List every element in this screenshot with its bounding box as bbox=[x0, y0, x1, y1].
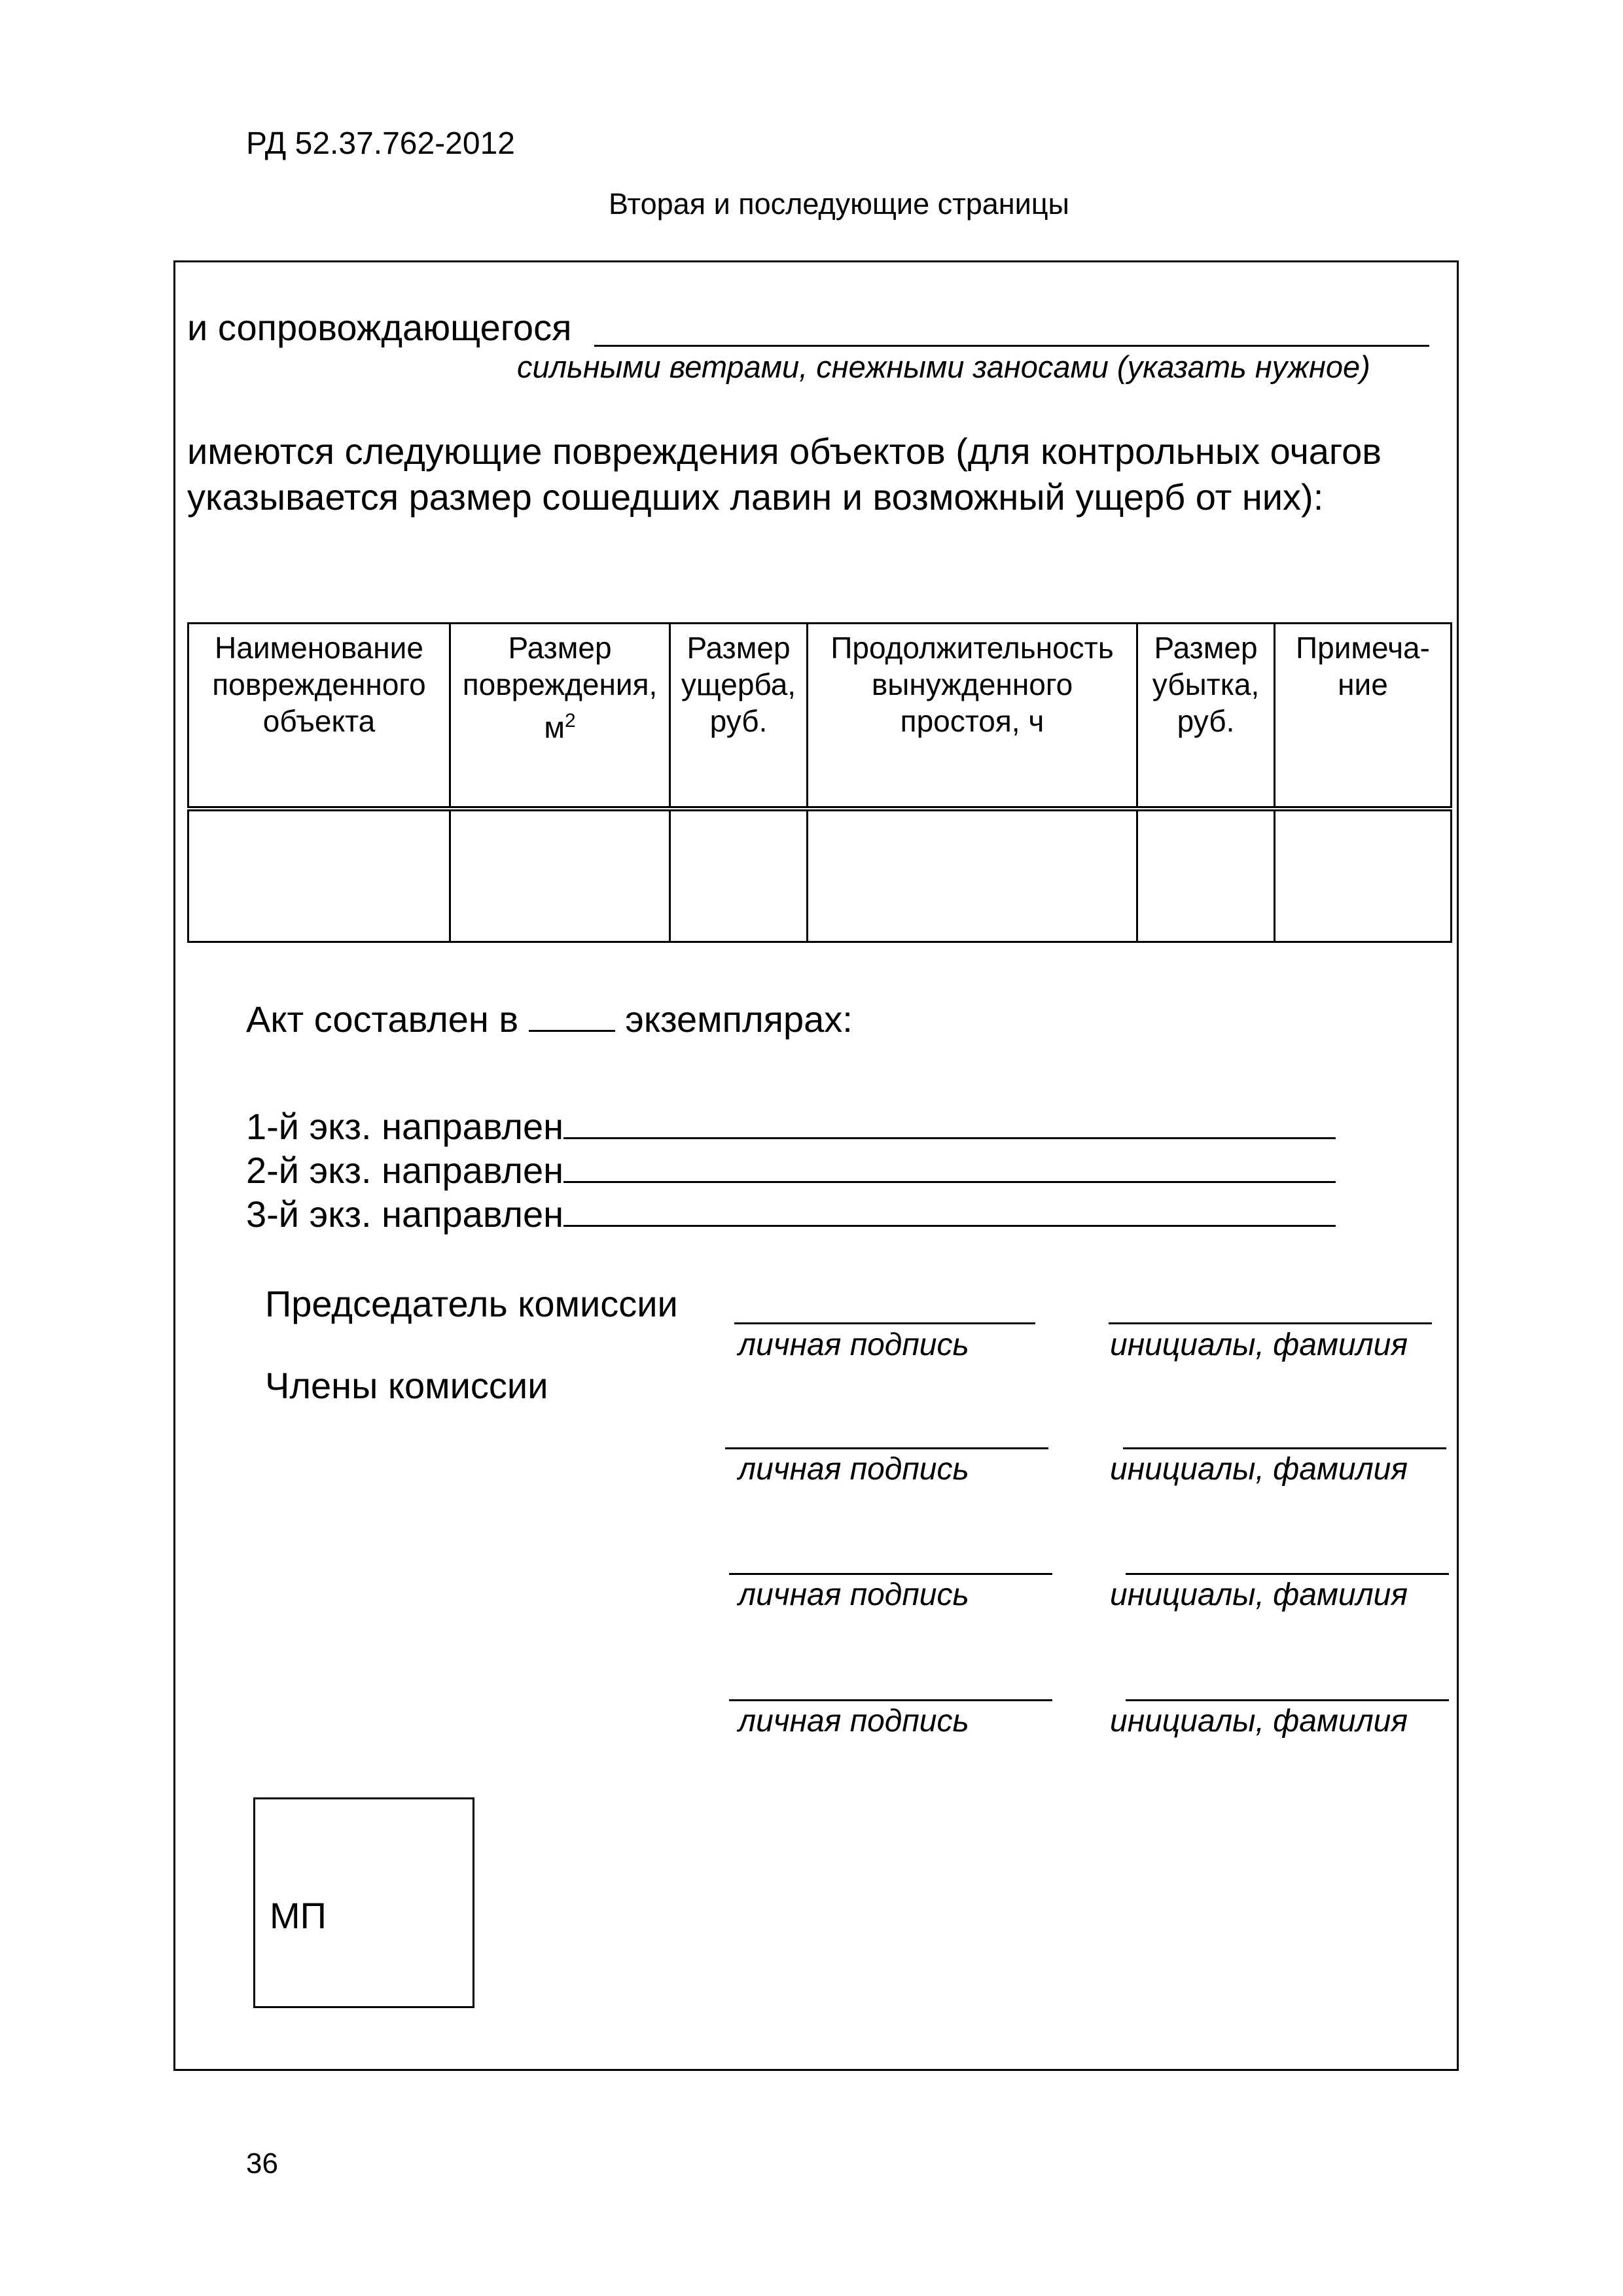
table-cell[interactable] bbox=[1137, 809, 1275, 942]
table-cell[interactable] bbox=[1275, 809, 1452, 942]
copies-count-blank[interactable] bbox=[529, 996, 615, 1032]
col-header-loss: Размер убытка, руб. bbox=[1137, 624, 1275, 809]
accompanied-by-blank[interactable] bbox=[594, 345, 1429, 347]
member-2-signature-caption: личная подпись bbox=[738, 1578, 969, 1612]
copies-label-after: экземплярах: bbox=[625, 998, 853, 1040]
table-header-row bbox=[188, 624, 1452, 809]
chair-signature-line[interactable] bbox=[734, 1322, 1035, 1324]
chair-signature-caption: личная подпись bbox=[738, 1328, 969, 1362]
area-exponent: 2 bbox=[564, 710, 576, 732]
member-2-name-caption: инициалы, фамилия bbox=[1110, 1578, 1408, 1612]
copy-2-recipient-blank[interactable] bbox=[563, 1147, 1336, 1183]
table-row bbox=[188, 809, 1452, 942]
col-header-object-name: Наименование поврежденного объекта bbox=[188, 624, 450, 809]
copy-row-2 bbox=[246, 1147, 1336, 1193]
member-2-name-line[interactable] bbox=[1126, 1573, 1449, 1575]
copy-row-1 bbox=[246, 1103, 1336, 1150]
damage-table bbox=[187, 622, 1452, 943]
copies-label-before: Акт составлен в bbox=[246, 998, 519, 1040]
accompanied-by-label: и сопровождающегося bbox=[187, 307, 572, 348]
col-header-damage-size-label: Размер повреждения, м bbox=[462, 631, 658, 745]
accompanied-by-hint: сильными ветрами, снежными заносами (указать нужное) bbox=[517, 349, 1370, 384]
member-1-signature-caption: личная подпись bbox=[738, 1452, 969, 1487]
member-1-signature-line[interactable] bbox=[725, 1447, 1048, 1449]
page-number: 36 bbox=[246, 2147, 278, 2180]
member-3-name-caption: инициалы, фамилия bbox=[1110, 1704, 1408, 1739]
copy-row-3 bbox=[246, 1191, 1336, 1237]
member-3-signature-line[interactable] bbox=[729, 1699, 1052, 1701]
copy-2-label: 2-й экз. направлен bbox=[246, 1150, 564, 1191]
copies-count-line bbox=[246, 996, 853, 1042]
stamp-label: МП bbox=[270, 1895, 327, 1936]
member-3-name-line[interactable] bbox=[1126, 1699, 1449, 1701]
copy-3-label: 3-й экз. направлен bbox=[246, 1193, 564, 1235]
copy-1-label: 1-й экз. направлен bbox=[246, 1106, 564, 1147]
members-label: Члены комиссии bbox=[265, 1365, 548, 1406]
table-cell[interactable] bbox=[188, 809, 450, 942]
col-header-downtime: Продолжительность вынужденного простоя, ч bbox=[808, 624, 1137, 809]
chair-label: Председатель комиссии bbox=[265, 1283, 678, 1324]
col-header-damage-size bbox=[450, 624, 670, 809]
member-1-name-caption: инициалы, фамилия bbox=[1110, 1452, 1408, 1487]
copy-1-recipient-blank[interactable] bbox=[563, 1103, 1336, 1139]
member-3-signature-caption: личная подпись bbox=[738, 1704, 969, 1739]
document-code: РД 52.37.762-2012 bbox=[246, 126, 515, 161]
table-cell[interactable] bbox=[808, 809, 1137, 942]
table-cell[interactable] bbox=[450, 809, 670, 942]
chair-name-caption: инициалы, фамилия bbox=[1110, 1328, 1408, 1362]
page-subtitle: Вторая и последующие страницы bbox=[609, 187, 1069, 221]
col-header-damage-cost: Размер ущерба, руб. bbox=[670, 624, 808, 809]
member-1-name-line[interactable] bbox=[1123, 1447, 1446, 1449]
copy-3-recipient-blank[interactable] bbox=[563, 1191, 1336, 1227]
table-cell[interactable] bbox=[670, 809, 808, 942]
damage-paragraph: имеются следующие повреждения объектов (для контрольных очагов указывается размер сошедших лавин и возможный ущерб от них): bbox=[187, 431, 1382, 518]
col-header-note: Примеча-ние bbox=[1275, 624, 1452, 809]
chair-name-line[interactable] bbox=[1109, 1322, 1432, 1324]
member-2-signature-line[interactable] bbox=[729, 1573, 1052, 1575]
